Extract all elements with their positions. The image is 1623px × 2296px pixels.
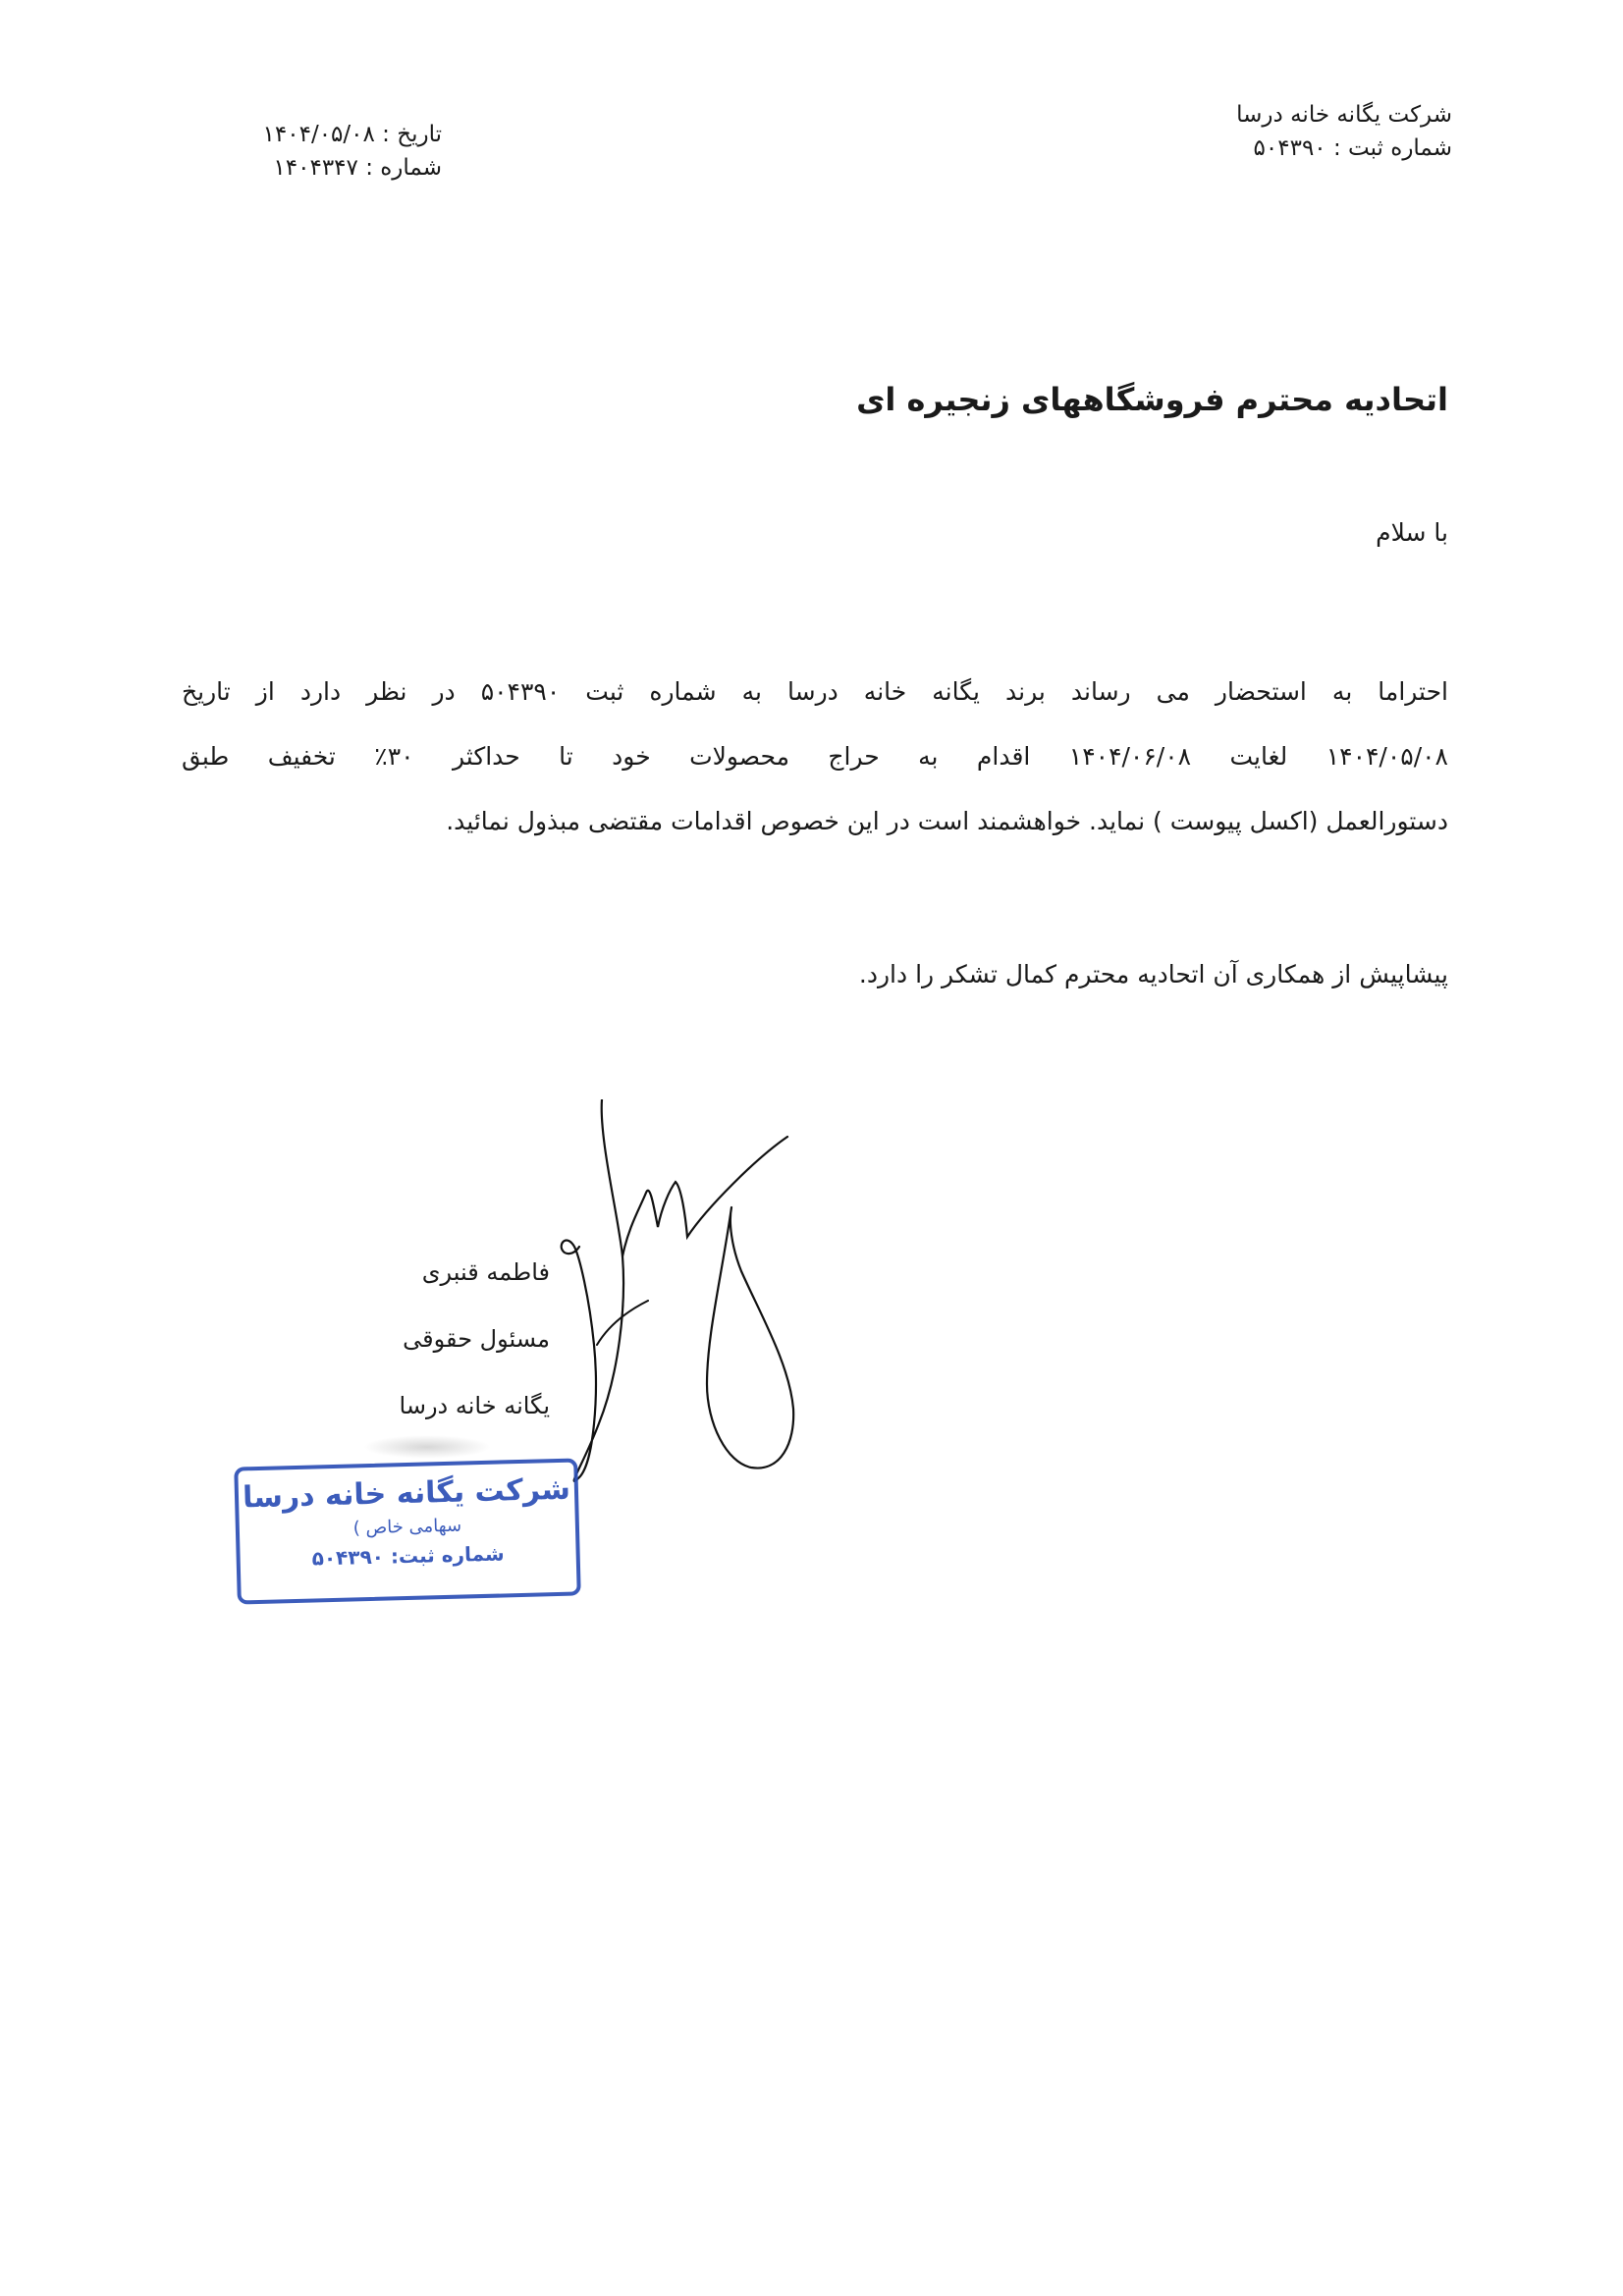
- company-header: [1236, 98, 1452, 165]
- signer-company: یگانه خانه درسا: [399, 1392, 550, 1419]
- greeting: با سلام: [1376, 518, 1448, 547]
- stamp-type: سهامی خاص ): [352, 1515, 462, 1539]
- stamp-smudge: [363, 1435, 491, 1459]
- handwritten-signature: [560, 1099, 884, 1512]
- letter-number: شماره : ۱۴۰۴۳۴۷: [273, 155, 442, 181]
- stamp-company: شرکت یگانه خانه درسا: [242, 1471, 571, 1516]
- company-registration: شماره ثبت : ۵۰۴۳۹۰: [1253, 135, 1452, 161]
- body-line-1: احتراما به استحضار می رساند برند یگانه خانه درسا به شماره ثبت ۵۰۴۳۹۰ در نظر دارد از تاریخ: [182, 677, 1448, 706]
- letter-date: تاریخ : ۱۴۰۴/۰۵/۰۸: [262, 122, 442, 147]
- signer-title: مسئول حقوقی: [403, 1325, 550, 1353]
- letter-meta: [206, 118, 442, 185]
- recipient-heading: اتحادیه محترم فروشگاههای زنجیره ای: [856, 381, 1448, 418]
- stamp-registration: شماره ثبت: ۵۰۴۳۹۰: [311, 1541, 505, 1571]
- company-stamp: [234, 1458, 581, 1604]
- letter-body: [182, 660, 1448, 854]
- signer-name: فاطمه قنبری: [421, 1258, 550, 1286]
- signer-block: [400, 1239, 550, 1439]
- closing-thanks: پیشاپیش از همکاری آن اتحادیه محترم کمال تشکر را دارد.: [858, 960, 1448, 988]
- body-line-2: ۱۴۰۴/۰۵/۰۸ لغایت ۱۴۰۴/۰۶/۰۸ اقدام به حراج محصولات خود تا حداکثر ۳۰٪ تخفیف طبق: [182, 742, 1448, 771]
- body-line-3: دستورالعمل (اکسل پیوست ) نماید. خواهشمند است در این خصوص اقدامات مقتضی مبذول نمائید.: [446, 807, 1448, 835]
- company-name: شرکت یگانه خانه درسا: [1236, 102, 1452, 128]
